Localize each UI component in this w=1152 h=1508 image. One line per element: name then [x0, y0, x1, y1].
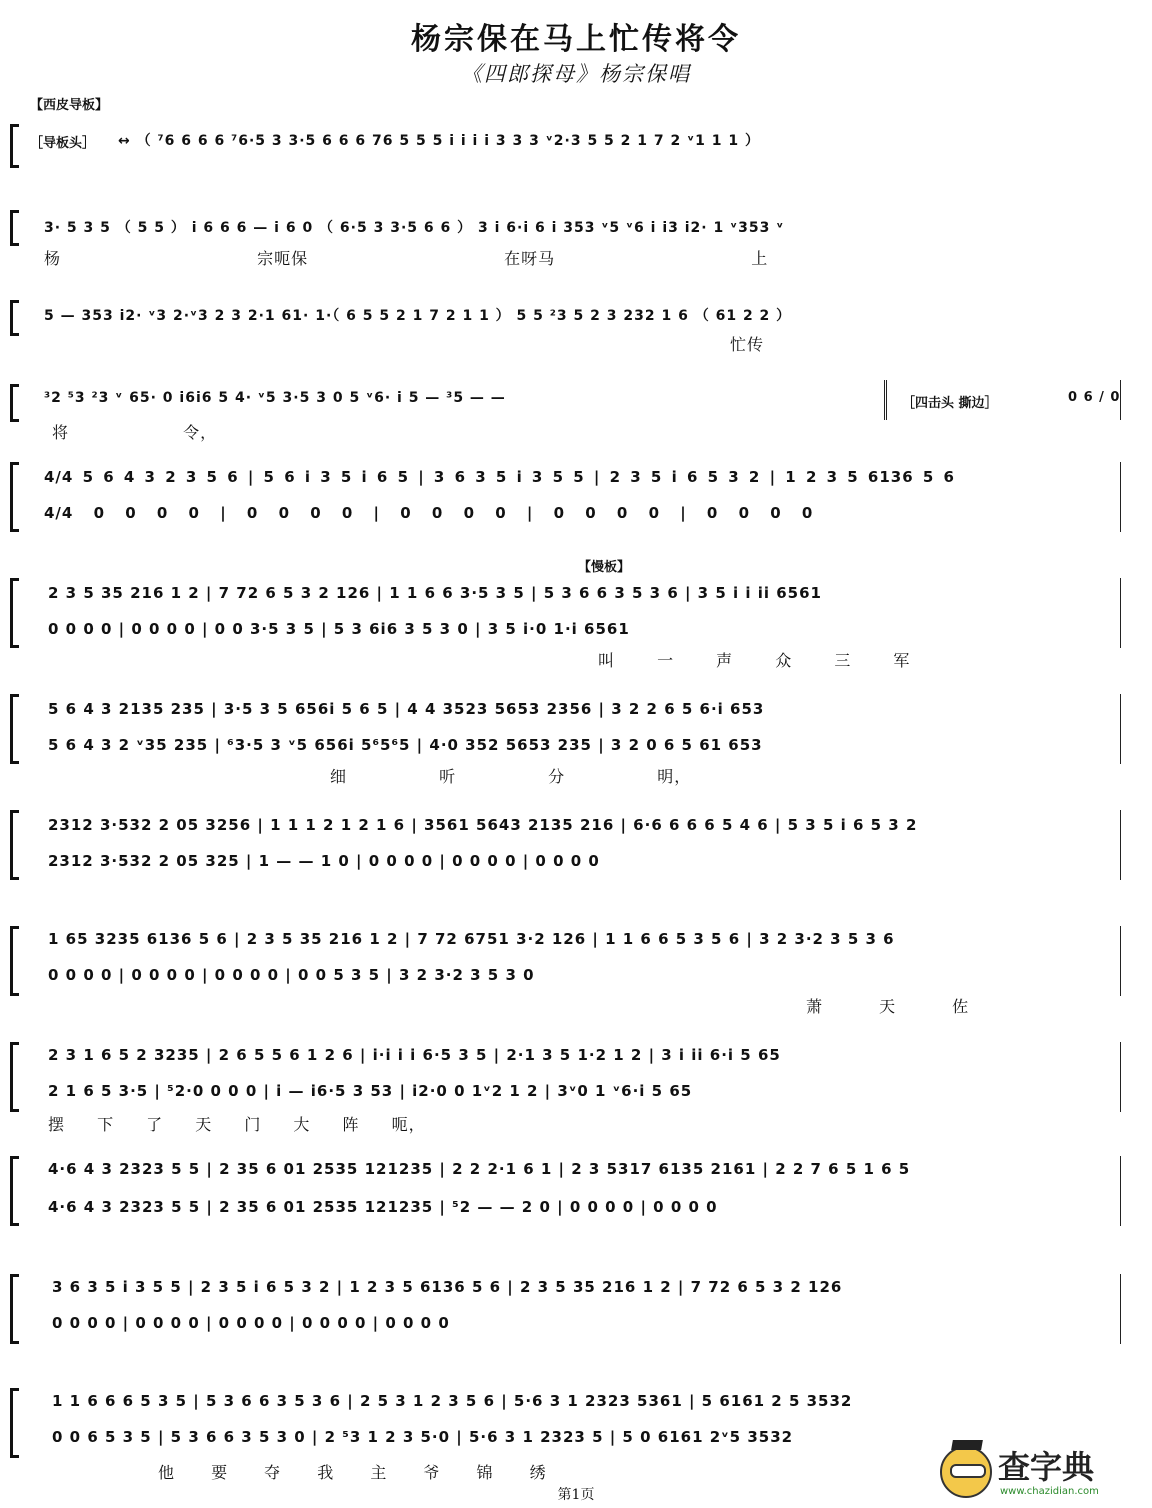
system-brace	[10, 1156, 19, 1226]
accompaniment-row: 0 0 0 0 | 0 0 0 0 | 0 0 0 0 | 0 0 0 0 | 0 0 0 0	[52, 1314, 450, 1332]
watermark	[940, 1444, 1145, 1504]
score-system-8	[0, 804, 1152, 884]
accompaniment-row: 0 0 0 0 | 0 0 0 0 | 0 0 0 0 | 0 0 5 3 5 | 3 2 3·2 3 5 3 0	[48, 966, 535, 984]
accompaniment-row: 4/4 0 0 0 0 | 0 0 0 0 | 0 0 0 0 | 0 0 0 0 | 0 0 0 0	[44, 504, 814, 522]
score-system-7	[0, 688, 1152, 788]
accompaniment-row: 2312 3·532 2 05 325 | 1 — — 1 0 | 0 0 0 0 | 0 0 0 0 | 0 0 0 0	[48, 852, 600, 870]
melody-row: ³2 ⁵3 ²3 ᵛ 65· 0 i6i6 5 4· ᵛ5 3·5 3 0 5 ᵛ6· i 5 — ³5 — —	[44, 390, 506, 406]
melody-row: 3 6 3 5 i 3 5 5 | 2 3 5 i 6 5 3 2 | 1 2 3 5 6136 5 6 | 2 3 5 35 216 1 2 | 7 72 6 5 3 2 126	[52, 1278, 843, 1296]
system-brace	[10, 1274, 19, 1344]
accompaniment-row: 0 0 0 0 | 0 0 0 0 | 0 0 3·5 3 5 | 5 3 6i6 3 5 3 0 | 3 5 i·0 1·i 6561	[48, 620, 630, 638]
system-brace	[10, 578, 19, 648]
system-brace	[10, 384, 19, 422]
score-system-12	[0, 1268, 1152, 1348]
double-barline	[884, 380, 891, 420]
page-title: 杨宗保在马上忙传将令	[411, 22, 741, 57]
score-system-2	[0, 200, 1152, 270]
barline	[1120, 462, 1121, 532]
score-system-1	[0, 116, 1152, 176]
accompaniment-row: 5 6 4 3 2 ᵛ35 235 | ⁶3·5 3 ᵛ5 656i 5⁶5⁶5 | 4·0 352 5653 235 | 3 2 0 6 5 61 653	[48, 736, 763, 754]
system-brace	[10, 124, 19, 168]
lyric-row: 摆 下 了 天 门 大 阵 呃，	[48, 1115, 426, 1134]
watermark-text: 查字典	[998, 1448, 1095, 1486]
system-brace	[10, 462, 19, 532]
melody-row: 5 — 353 i2· ᵛ3 2·ᵛ3 2 3 2·1 61· 1·（ 6 5 5 2 1 7 2 1 1 ） 5 5 ²3 5 2 3 232 1 6 （ 61 2 2 ）	[44, 308, 792, 324]
intro-tag: ［导板头］	[30, 136, 96, 151]
melody-row: 2 3 5 35 216 1 2 | 7 72 6 5 3 2 126 | 1 1 6 6 3·5 3 5 | 5 3 6 6 3 5 3 6 | 3 5 i i ii 6561	[48, 584, 822, 602]
melody-row: 1 65 3235 6136 5 6 | 2 3 5 35 216 1 2 | 7 72 6751 3·2 126 | 1 1 6 6 5 3 5 6 | 3 2 3·2 3 5 3 6	[48, 930, 895, 948]
melody-row: 5 6 4 3 2135 235 | 3·5 3 5 656i 5 6 5 | 4 4 3523 5653 2356 | 3 2 2 6 5 6·i 653	[48, 700, 765, 718]
score-system-4	[0, 376, 1152, 446]
accompaniment-row: 0 0 6 5 3 5 | 5 3 6 6 3 5 3 0 | 2 ⁵3 1 2 3 5·0 | 5·6 3 1 2323 5 | 5 0 6161 2ᵛ5 3532	[52, 1428, 794, 1446]
lyric-row: 叫 一 声 众 三 军	[598, 651, 911, 670]
lyric-row: 将 令，	[52, 423, 218, 442]
barline	[1120, 1042, 1121, 1112]
lyric-row: 忙传	[730, 335, 765, 354]
percussion-tag: ［四击头 撕边］	[902, 396, 998, 411]
system-brace	[10, 926, 19, 996]
accompaniment-row: 2 1 6 5 3·5 | ⁵2·0 0 0 0 | i — i6·5 3 53 | i2·0 0 1ᵛ2 1 2 | 3ᵛ0 1 ᵛ6·i 5 65	[48, 1082, 693, 1100]
barline	[1120, 1274, 1121, 1344]
barline	[1120, 694, 1121, 764]
melody-row: 4·6 4 3 2323 5 5 | 2 35 6 01 2535 121235 | 2 2 2·1 6 1 | 2 3 5317 6135 2161 | 2 2 7 6 5 1 6 5	[48, 1160, 911, 1178]
score-system-6	[0, 556, 1152, 670]
score-system-10	[0, 1036, 1152, 1136]
score-system-9	[0, 920, 1152, 1020]
system-brace	[10, 810, 19, 880]
melody-row: 2312 3·532 2 05 3256 | 1 1 1 2 1 2 1 6 | 3561 5643 2135 216 | 6·6 6 6 6 5 4 6 | 5 3 5 i 6 5 3 2	[48, 816, 918, 834]
system-brace	[10, 1042, 19, 1112]
system-brace	[10, 300, 19, 336]
lyric-row: 他 要 夺 我 主 爷 锦 绣	[158, 1463, 547, 1482]
tempo-tag: 【慢板】	[578, 560, 631, 575]
barline	[1120, 1156, 1121, 1226]
melody-row: ↔ （ ⁷6 6 6 6 ⁷6·5 3 3·5 6 6 6 76 5 5 5 i i i i 3 3 3 ᵛ2·3 5 5 2 1 7 2 ᵛ1 1 1 ）	[118, 133, 760, 149]
score-system-3	[0, 290, 1152, 360]
mascot-icon	[940, 1446, 992, 1498]
barline	[1120, 380, 1121, 420]
lyric-row: 杨 宗呃保 在呀马 上	[44, 249, 769, 268]
page-subtitle: 《四郎探母》杨宗保唱	[461, 62, 691, 86]
melody-row: 3· 5 3 5 （ 5 5 ） i 6 6 6 — i 6 0 （ 6·5 3 3·5 6 6 ） 3 i 6·i 6 i 353 ᵛ5 ᵛ6 i i3 i2· 1 ᵛ353 ᵛ	[44, 220, 785, 236]
barline	[1120, 578, 1121, 648]
lyric-row: 细 听 分 明，	[330, 767, 692, 786]
melody-row: 4/4 5 6 4 3 2 3 5 6 | 5 6 i 3 5 i 6 5 | 3 6 3 5 i 3 5 5 | 2 3 5 i 6 5 3 2 | 1 2 3 5 6136 5 6	[44, 468, 955, 486]
side-staff: 0 6 / 0	[1068, 390, 1121, 405]
melody-row: 1 1 6 6 6 5 3 5 | 5 3 6 6 3 5 3 6 | 2 5 3 1 2 3 5 6 | 5·6 3 1 2323 5361 | 5 6161 2 5 3532	[52, 1392, 853, 1410]
section-label: 【西皮导板】	[30, 98, 109, 113]
accompaniment-row: 4·6 4 3 2323 5 5 | 2 35 6 01 2535 121235 | ⁵2 — — 2 0 | 0 0 0 0 | 0 0 0 0	[48, 1198, 718, 1216]
melody-row: 2 3 1 6 5 2 3235 | 2 6 5 5 6 1 2 6 | i·i i i 6·5 3 5 | 2·1 3 5 1·2 1 2 | 3 i ii 6·i 5 65	[48, 1046, 781, 1064]
lyric-row: 萧 天 佐	[806, 997, 970, 1016]
page-number: 第1页	[557, 1487, 595, 1503]
system-brace	[10, 210, 19, 246]
barline	[1120, 926, 1121, 996]
score-system-5	[0, 456, 1152, 536]
system-brace	[10, 694, 19, 764]
barline	[1120, 810, 1121, 880]
score-system-11	[0, 1150, 1152, 1230]
system-brace	[10, 1388, 19, 1458]
watermark-url: www.chazidian.com	[1000, 1486, 1099, 1497]
